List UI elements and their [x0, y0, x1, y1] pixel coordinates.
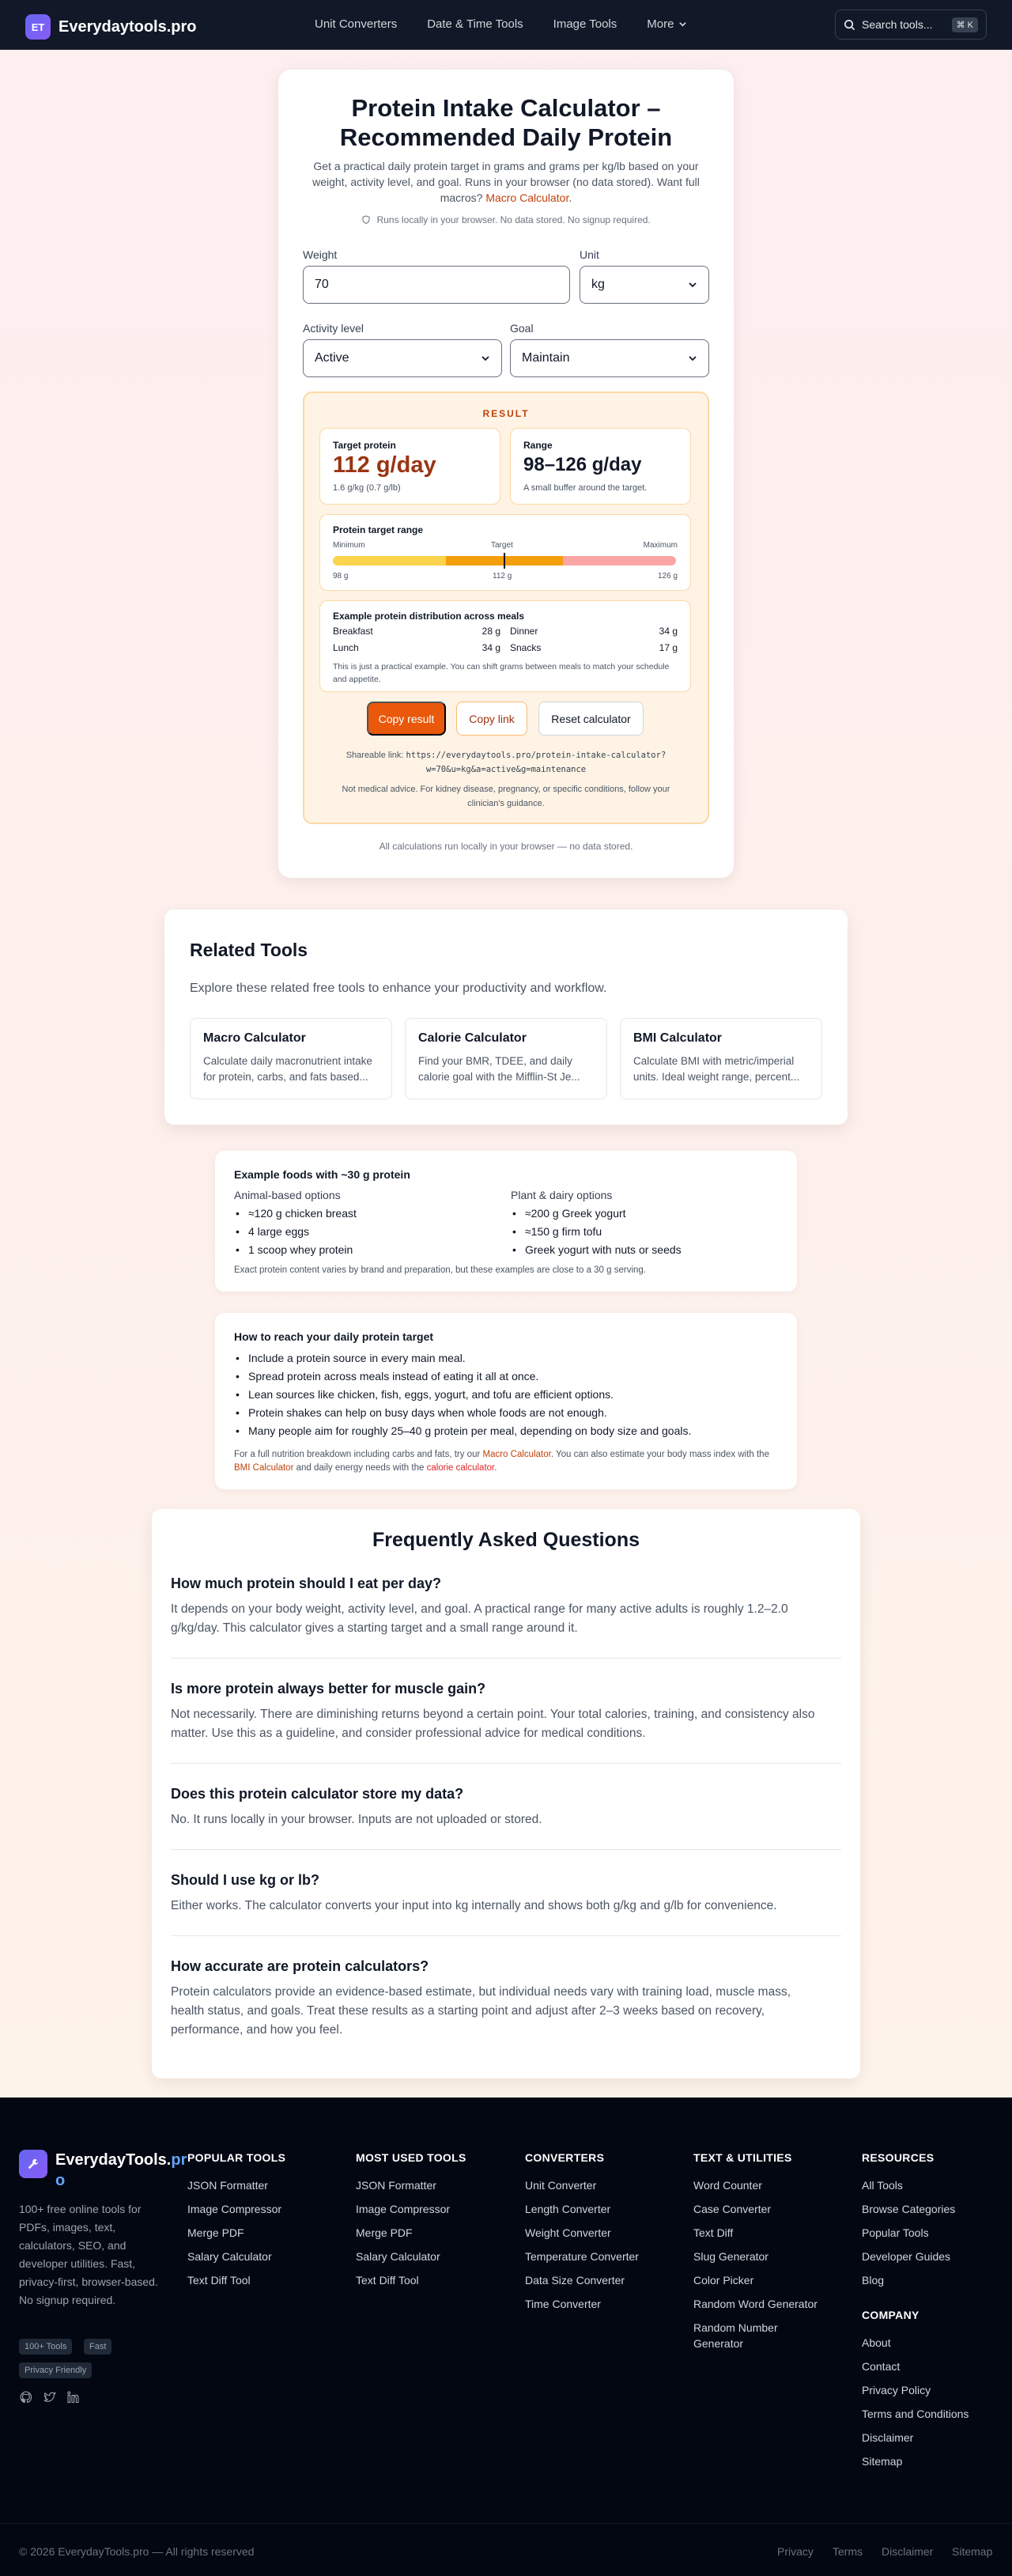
footer-brand-name: [55, 2150, 190, 2191]
faq-question: How accurate are protein calculators?: [171, 1958, 429, 1974]
faq-divider: [171, 1935, 841, 1936]
nav-more[interactable]: [647, 17, 687, 31]
footer-link[interactable]: Contact: [862, 2360, 901, 2373]
footer-link[interactable]: Text Diff: [693, 2226, 734, 2239]
footer-col-title: COMPANY: [862, 2309, 919, 2321]
legal-link-sitemap[interactable]: Sitemap: [952, 2545, 993, 2558]
target-protein-value: 112 g/day: [333, 452, 436, 478]
footer-link[interactable]: Length Converter: [525, 2203, 611, 2215]
range-box: [510, 428, 691, 505]
chevron-down-icon: [688, 354, 697, 363]
range-min-label: Minimum: [333, 541, 365, 550]
goal-value: Maintain: [522, 351, 570, 365]
faq-divider: [171, 1763, 841, 1764]
social-links: [19, 2390, 81, 2404]
footer-link[interactable]: Terms and Conditions: [862, 2408, 969, 2420]
list-item: • Protein shakes can help on busy days when whole foods are not enough.: [234, 1404, 691, 1422]
related-subtitle: Explore these related free tools to enhance your productivity and workflow.: [190, 982, 607, 995]
tool-card-calorie[interactable]: [405, 1018, 607, 1099]
footer-link[interactable]: Word Counter: [693, 2179, 762, 2192]
how-to-card: [215, 1313, 797, 1489]
footer-link[interactable]: Salary Calculator: [187, 2250, 272, 2263]
related-tools: [164, 910, 848, 1125]
footer-link[interactable]: Weight Converter: [525, 2226, 611, 2239]
faq-divider: [171, 1849, 841, 1850]
footer-link[interactable]: Sitemap: [862, 2455, 903, 2468]
range-target-marker: [504, 553, 505, 569]
footer-brand-part: EverydayTools.: [55, 2151, 172, 2169]
copy-result-button[interactable]: Copy result: [367, 702, 446, 736]
howto-list: [234, 1349, 691, 1440]
range-max-label: Maximum: [643, 541, 678, 550]
legal-link-terms[interactable]: Terms: [833, 2545, 863, 2558]
footer-link[interactable]: Data Size Converter: [525, 2274, 625, 2287]
tool-desc: Calculate BMI with metric/imperial units. Ideal weight range, percent...: [633, 1055, 800, 1083]
activity-value: Active: [315, 351, 349, 365]
footer-col-title: POPULAR TOOLS: [187, 2151, 286, 2164]
footer-link[interactable]: Random Word Generator: [693, 2298, 818, 2310]
faq-question: How much protein should I eat per day?: [171, 1575, 442, 1591]
list-item: • Include a protein source in every main meal.: [234, 1349, 691, 1367]
footer-link[interactable]: Text Diff Tool: [187, 2274, 251, 2287]
wrench-icon: [19, 2150, 47, 2178]
footer-col-title: RESOURCES: [862, 2151, 935, 2164]
range-bar-box: [319, 514, 691, 591]
range-sub: A small buffer around the target.: [523, 483, 648, 493]
target-protein-label: Target protein: [333, 440, 396, 451]
tool-desc: Calculate daily macronutrient intake for protein, carbs, and fats based...: [203, 1055, 372, 1083]
search-placeholder: Search tools...: [862, 18, 933, 31]
meal-name: Lunch: [333, 642, 359, 653]
footer-link[interactable]: JSON Formatter: [356, 2179, 436, 2192]
legal-link-disclaimer[interactable]: Disclaimer: [882, 2545, 934, 2558]
animal-options-title: Animal-based options: [234, 1189, 341, 1201]
chevron-down-icon: [678, 20, 687, 28]
nav-date-time-tools[interactable]: Date & Time Tools: [427, 17, 523, 31]
faq-question: Is more protein always better for muscle gain?: [171, 1681, 486, 1697]
tool-name: Macro Calculator: [203, 1031, 306, 1045]
footer-link[interactable]: Merge PDF: [187, 2226, 244, 2239]
shield-icon: [361, 215, 371, 225]
search-button[interactable]: [835, 9, 987, 40]
bmi-calculator-link[interactable]: BMI Calculator: [234, 1463, 294, 1473]
foods-title: Example foods with ~30 g protein: [234, 1168, 410, 1181]
footer-link[interactable]: Random Number Generator: [693, 2321, 778, 2350]
faq-answer: No. It runs locally in your browser. Inputs are not uploaded or stored.: [171, 1813, 542, 1826]
nav-more-label: More: [647, 17, 674, 31]
tool-name: BMI Calculator: [633, 1031, 723, 1045]
faq-section: [152, 1509, 860, 2079]
footer-link[interactable]: Slug Generator: [693, 2250, 768, 2263]
footer-link[interactable]: Popular Tools: [862, 2226, 929, 2239]
list-item: • ≈120 g chicken breast: [234, 1205, 357, 1223]
target-protein-sub: 1.6 g/kg (0.7 g/lb): [333, 483, 401, 493]
twitter-icon[interactable]: [43, 2390, 57, 2404]
footer-link[interactable]: Unit Converter: [525, 2179, 597, 2192]
brand-name: Everydaytools.pro: [59, 17, 197, 36]
faq-answer: Not necessarily. There are diminishing returns beyond a certain point. Your total calories, training, and consistency also matter. Use this as a guideline, and consider professional advice for medical conditions.: [171, 1708, 815, 1740]
list-item: • 1 scoop whey protein: [234, 1241, 357, 1259]
faq-answer: Either works. The calculator converts your input into kg internally and shows both g/kg and g/lb for convenience.: [171, 1899, 777, 1912]
howto-title: How to reach your daily protein target: [234, 1330, 434, 1343]
chevron-down-icon: [481, 354, 490, 363]
footer-link[interactable]: Disclaimer: [862, 2431, 914, 2444]
meals-title: Example protein distribution across meals: [333, 611, 525, 622]
footer-link[interactable]: Text Diff Tool: [356, 2274, 419, 2287]
copyright: © 2026 EverydayTools.pro — All rights reserved: [19, 2545, 255, 2558]
meal-name: Breakfast: [333, 626, 373, 637]
search-shortcut: ⌘ K: [952, 17, 978, 32]
footer-brand-link[interactable]: [19, 2150, 190, 2191]
tool-card-bmi[interactable]: [620, 1018, 822, 1099]
local-note-text: Runs locally in your browser. No data stored. No signup required.: [376, 214, 651, 225]
list-item: • ≈150 g firm tofu: [511, 1223, 682, 1241]
unit-select[interactable]: [580, 266, 709, 304]
weight-input[interactable]: [303, 266, 570, 304]
share-url[interactable]: https://everydaytools.pro/protein-intake-calculator?w=70&u=kg&a=active&g=maintenance: [406, 751, 666, 774]
howto-note-text: For a full nutrition breakdown including carbs and fats, try our: [234, 1450, 481, 1459]
footer-link[interactable]: All Tools: [862, 2179, 903, 2192]
macro-calculator-link[interactable]: Macro Calculator: [485, 191, 569, 204]
animal-options-list: [234, 1205, 357, 1259]
footer-link[interactable]: Developer Guides: [862, 2250, 951, 2263]
howto-note: [234, 1448, 780, 1475]
faq-question: Does this protein calculator store my data?: [171, 1786, 464, 1802]
top-navbar: [0, 0, 1012, 50]
calculator-card: [278, 70, 734, 878]
faq-divider: [171, 1658, 841, 1659]
meal-grams: 17 g: [659, 642, 678, 653]
range-bar-high: [563, 556, 676, 566]
footer-link[interactable]: Privacy Policy: [862, 2384, 931, 2396]
footer-col-title: CONVERTERS: [525, 2151, 605, 2164]
footer-badge: Privacy Friendly: [19, 2362, 92, 2378]
macro-calculator-link[interactable]: Macro Calculator: [482, 1450, 551, 1459]
copy-link-button[interactable]: Copy link: [456, 702, 527, 736]
calorie-calculator-link[interactable]: calorie calculator: [426, 1463, 495, 1473]
weight-label: Weight: [303, 248, 338, 261]
footer-link[interactable]: Case Converter: [693, 2203, 772, 2215]
footer-link[interactable]: About: [862, 2336, 891, 2349]
footer-link[interactable]: Time Converter: [525, 2298, 601, 2310]
share-label: Shareable link:: [346, 751, 404, 760]
meal-grams: 34 g: [481, 642, 500, 653]
howto-note-text: . You can also estimate your body mass index with the: [550, 1450, 769, 1459]
range-target-value: 112 g: [493, 572, 512, 581]
meal-name: Snacks: [510, 642, 542, 653]
brand-link[interactable]: [25, 14, 197, 40]
meal-row: [510, 642, 678, 653]
goal-select[interactable]: [510, 339, 709, 377]
shareable-link: [320, 748, 692, 777]
list-item: • Lean sources like chicken, fish, eggs, yogurt, and tofu are efficient options.: [234, 1386, 691, 1404]
example-foods-card: [215, 1151, 797, 1292]
footer-link[interactable]: Blog: [862, 2274, 885, 2287]
meal-name: Dinner: [510, 626, 538, 637]
range-label: Range: [523, 440, 553, 451]
weight-value: 70: [315, 278, 329, 291]
list-item: • Spread protein across meals instead of eating it all at once.: [234, 1367, 691, 1386]
meals-note: This is just a practical example. You can shift grams between meals to match your schedule and appetite.: [333, 662, 670, 684]
calculator-footer-note: All calculations run locally in your browser — no data stored.: [379, 841, 633, 852]
unit-value: kg: [591, 278, 605, 291]
foods-note: Exact protein content varies by brand and preparation, but these examples are close to a 30 g serving.: [234, 1265, 647, 1275]
range-target-label: Target: [491, 541, 513, 550]
tool-card-macro[interactable]: [190, 1018, 392, 1099]
meal-distribution-box: [319, 600, 691, 692]
site-footer: [0, 2097, 1012, 2576]
range-min-value: 98 g: [333, 572, 349, 581]
howto-note-text: and daily energy needs with the: [296, 1463, 425, 1473]
footer-col-title: TEXT & UTILITIES: [693, 2151, 792, 2164]
footer-brand-part: o: [55, 2172, 66, 2189]
description-text: Get a practical daily protein target in grams and grams per kg/lb based on your weight, activity level, and goal. Runs in your browser (no data stored). Want full macros?: [312, 160, 700, 204]
footer-description: 100+ free online tools for PDFs, images, text, calculators, SEO, and developer utilities. Fast, privacy-first, browser-based. No signup required.: [19, 2203, 158, 2306]
linkedin-icon[interactable]: [66, 2390, 81, 2404]
result-panel: [303, 392, 709, 824]
range-max-value: 126 g: [657, 572, 678, 581]
local-note: [278, 214, 734, 225]
footer-link[interactable]: JSON Formatter: [187, 2179, 268, 2192]
page-description: Get a practical daily protein target in grams and grams per kg/lb based on your weight, activity level, and goal. Runs in your browser (no data stored). Want full macros? Macro Calculator.: [312, 160, 700, 204]
footer-badge: Fast: [84, 2339, 111, 2355]
activity-select[interactable]: [303, 339, 502, 377]
list-item: • 4 large eggs: [234, 1223, 357, 1241]
footer-badge: 100+ Tools: [19, 2339, 72, 2355]
range-value: 98–126 g/day: [523, 454, 642, 475]
footer-link[interactable]: Image Compressor: [356, 2203, 451, 2215]
footer-link[interactable]: Color Picker: [693, 2274, 754, 2287]
github-icon[interactable]: [19, 2390, 33, 2404]
list-item: • Many people aim for roughly 25–40 g protein per meal, depending on body size and goals.: [234, 1422, 691, 1440]
footer-link[interactable]: Image Compressor: [187, 2203, 282, 2215]
plant-options-title: Plant & dairy options: [511, 1189, 613, 1201]
target-protein-box: [319, 428, 500, 505]
goal-label: Goal: [510, 322, 534, 335]
footer-link[interactable]: Merge PDF: [356, 2226, 413, 2239]
footer-link[interactable]: Temperature Converter: [525, 2250, 639, 2263]
meal-grams: 34 g: [659, 626, 678, 637]
range-bar-title: Protein target range: [333, 524, 424, 535]
faq-title: Frequently Asked Questions: [372, 1529, 640, 1551]
legal-link-privacy[interactable]: Privacy: [777, 2545, 814, 2558]
meal-row: [510, 626, 678, 637]
brand-logo: ET: [25, 14, 51, 40]
footer-link[interactable]: Browse Categories: [862, 2203, 956, 2215]
footer-brand-part: pr: [171, 2151, 187, 2169]
unit-label: Unit: [580, 248, 599, 261]
tool-desc: Find your BMR, TDEE, and daily calorie goal with the Mifflin-St Je...: [418, 1055, 580, 1083]
footer-col-title: MOST USED TOOLS: [356, 2151, 466, 2164]
howto-note-text: .: [494, 1463, 497, 1473]
medical-advice-note: Not medical advice. For kidney disease, pregnancy, or specific conditions, follow your clinician's guidance.: [342, 785, 670, 808]
plant-options-list: [511, 1205, 682, 1259]
footer-link[interactable]: Salary Calculator: [356, 2250, 440, 2263]
faq-question: Should I use kg or lb?: [171, 1872, 320, 1888]
nav-unit-converters[interactable]: Unit Converters: [315, 17, 398, 31]
meal-row: [333, 626, 500, 637]
meal-row: [333, 642, 500, 653]
result-label: RESULT: [482, 408, 530, 419]
nav-image-tools[interactable]: Image Tools: [553, 17, 617, 31]
related-title: Related Tools: [190, 940, 308, 960]
range-bar-low: [333, 556, 446, 566]
chevron-down-icon: [688, 280, 697, 289]
meal-grams: 28 g: [481, 626, 500, 637]
faq-answer: It depends on your body weight, activity level, and goal. A practical range for many active adults is roughly 1.2–2.0 g/kg/day. This calculator gives a starting target and a small range around it.: [171, 1602, 788, 1635]
activity-label: Activity level: [303, 322, 364, 335]
page-title: Protein Intake Calculator – Recommended Daily Protein: [339, 94, 673, 151]
faq-answer: Protein calculators provide an evidence-based estimate, but individual needs vary with training load, muscle mass, health status, and goals. Treat these results as a starting point and adjust after 2–3 weeks based on recovery, performance, and how you feel.: [171, 1985, 791, 2037]
search-icon: [844, 19, 855, 31]
list-item: • ≈200 g Greek yogurt: [511, 1205, 682, 1223]
list-item: • Greek yogurt with nuts or seeds: [511, 1241, 682, 1259]
tool-name: Calorie Calculator: [418, 1031, 527, 1045]
footer-divider: [0, 2523, 1012, 2524]
main-nav: [315, 17, 717, 31]
reset-calculator-button[interactable]: Reset calculator: [538, 702, 644, 736]
